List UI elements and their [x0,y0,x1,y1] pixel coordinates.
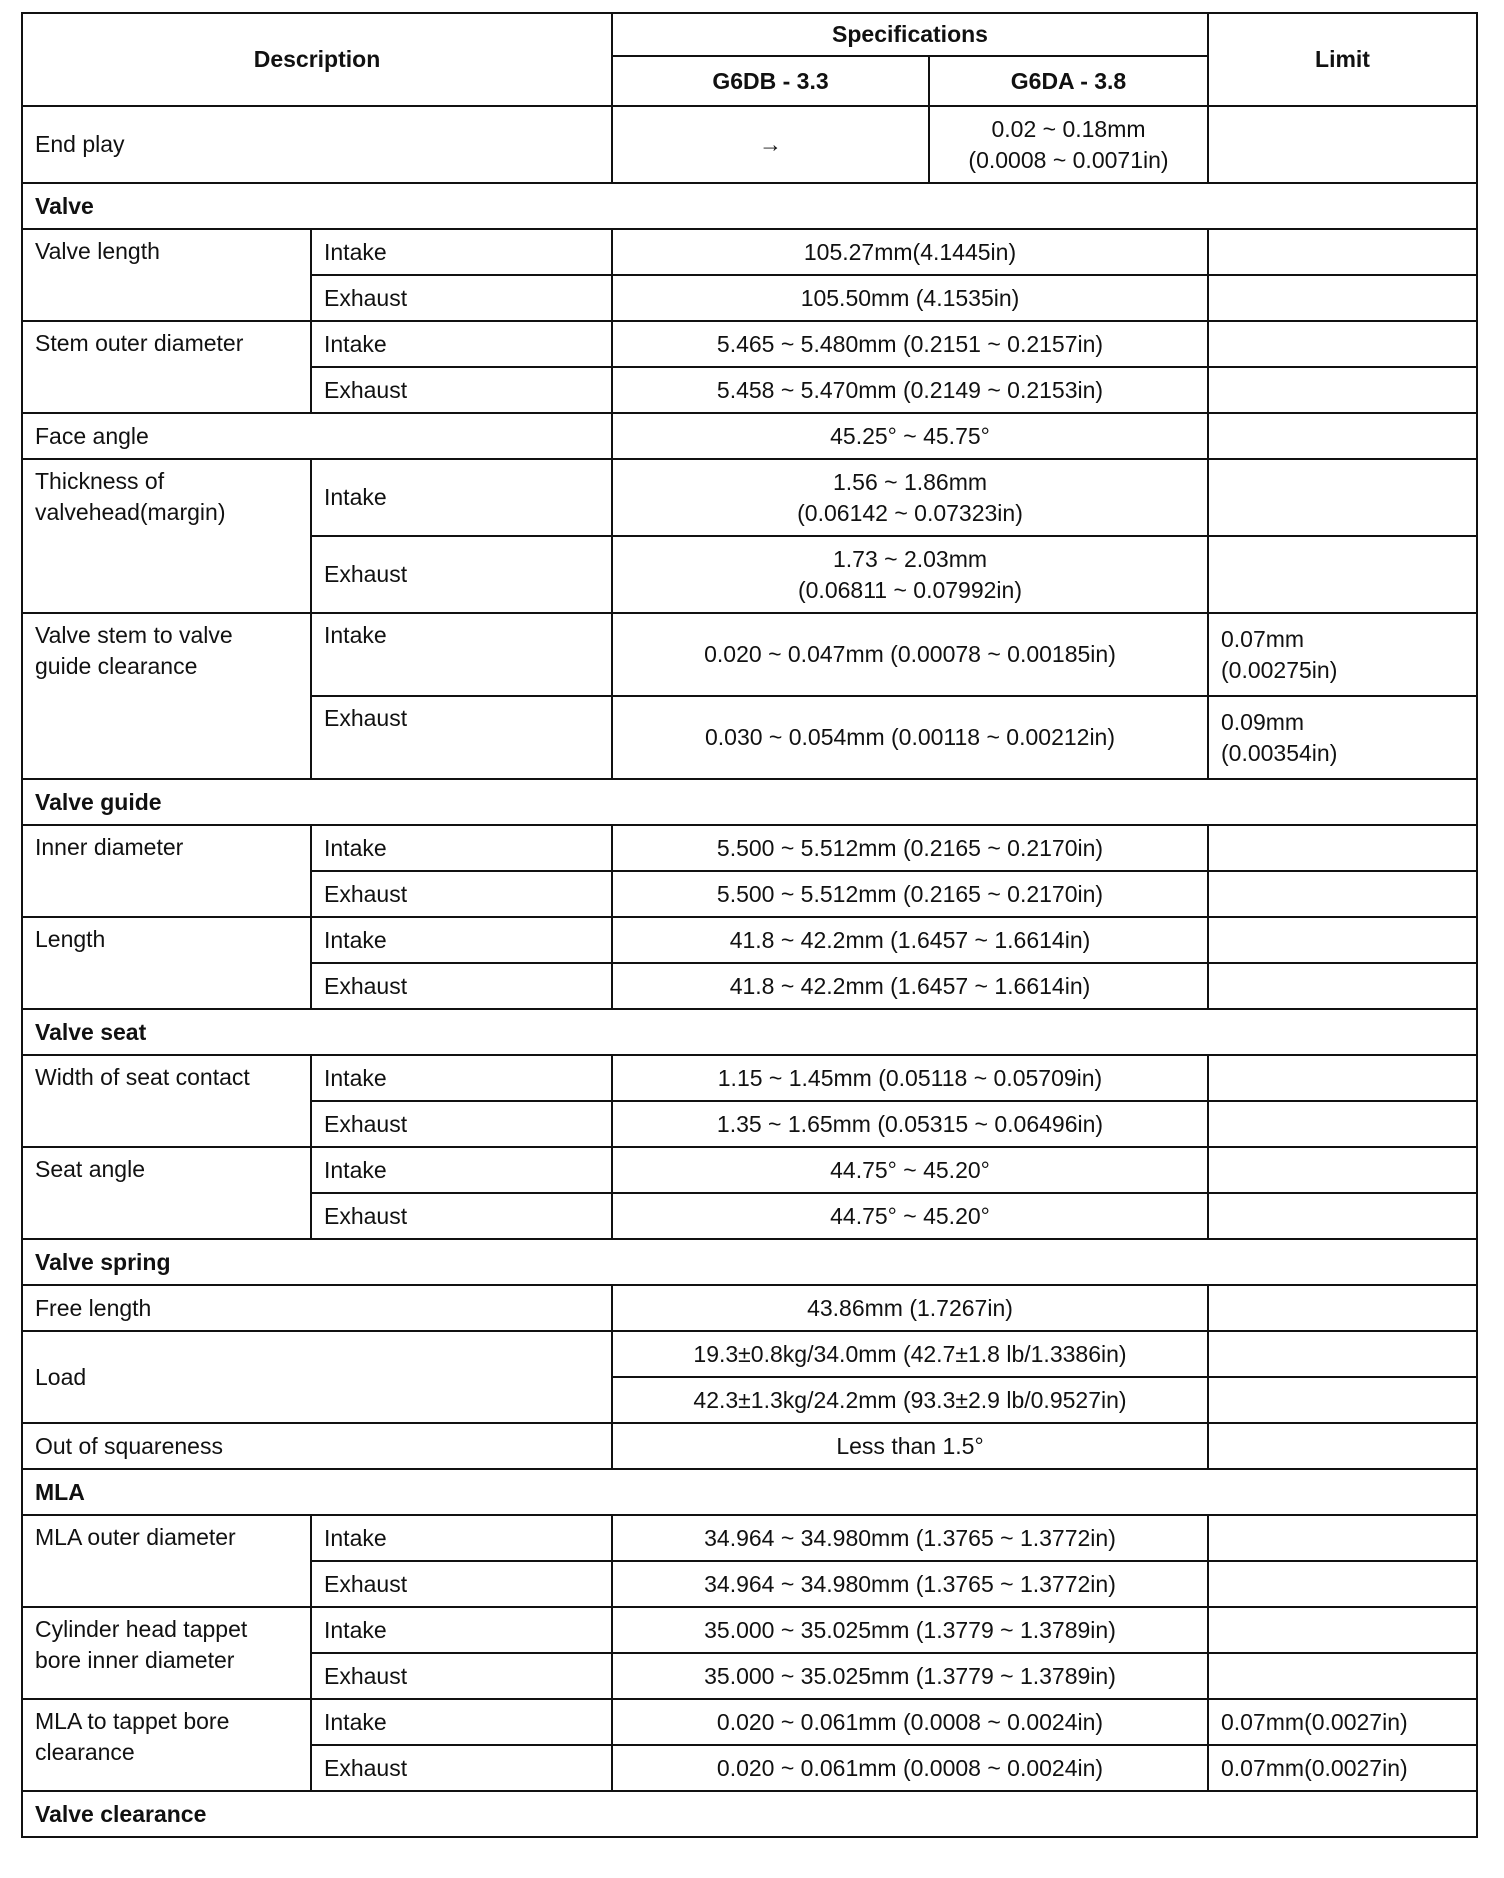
spec-value: 43.86mm (1.7267in) [612,1285,1208,1331]
limit-value: 0.09mm (0.00354in) [1208,696,1477,779]
spec-value: 19.3±0.8kg/34.0mm (42.7±1.8 lb/1.3386in) [612,1331,1208,1377]
spec-value: 1.35 ~ 1.65mm (0.05315 ~ 0.06496in) [612,1101,1208,1147]
item-label: Out of squareness [22,1423,612,1469]
section-title: Valve clearance [22,1791,1477,1837]
table-row [22,1147,1477,1193]
section-title: Valve spring [22,1239,1477,1285]
limit-value [1208,536,1477,613]
limit-value [1208,1607,1477,1653]
table-row [22,321,1477,367]
valve-specifications-table [21,12,1478,1838]
sub-label: Intake [311,1699,612,1745]
item-label: MLA to tappet bore clearance [22,1699,311,1791]
item-label: Cylinder head tappet bore inner diameter [22,1607,311,1699]
header-description: Description [22,13,612,106]
section-row [22,183,1477,229]
spec-value: 45.25° ~ 45.75° [612,413,1208,459]
table-row [22,1285,1477,1331]
end-play-row [22,106,1477,183]
spec-value: 35.000 ~ 35.025mm (1.3779 ~ 1.3789in) [612,1653,1208,1699]
header-limit: Limit [1208,13,1477,106]
limit-value: 0.07mm(0.0027in) [1208,1745,1477,1791]
sub-label: Exhaust [311,696,612,779]
section-row [22,779,1477,825]
header-specifications: Specifications [612,13,1208,56]
table-row [22,613,1477,696]
section-row [22,1791,1477,1837]
limit-value [1208,459,1477,536]
end-play-g6db: → [612,106,929,183]
limit-value [1208,1331,1477,1377]
limit-value [1208,367,1477,413]
sub-label: Intake [311,825,612,871]
limit-value [1208,1193,1477,1239]
section-title: Valve seat [22,1009,1477,1055]
item-label: Seat angle [22,1147,311,1239]
spec-value: 0.020 ~ 0.061mm (0.0008 ~ 0.0024in) [612,1745,1208,1791]
table-row [22,459,1477,536]
limit-value [1208,1561,1477,1607]
sub-label: Intake [311,1515,612,1561]
end-play-limit [1208,106,1477,183]
sub-label: Intake [311,459,612,536]
spec-value: 1.15 ~ 1.45mm (0.05118 ~ 0.05709in) [612,1055,1208,1101]
spec-value: 5.465 ~ 5.480mm (0.2151 ~ 0.2157in) [612,321,1208,367]
spec-value: 5.500 ~ 5.512mm (0.2165 ~ 0.2170in) [612,825,1208,871]
item-label: Valve length [22,229,311,321]
section-title: Valve guide [22,779,1477,825]
limit-value [1208,1147,1477,1193]
limit-value [1208,1653,1477,1699]
spec-value: 0.020 ~ 0.047mm (0.00078 ~ 0.00185in) [612,613,1208,696]
spec-value: Less than 1.5° [612,1423,1208,1469]
section-row [22,1469,1477,1515]
header-row [22,13,1477,56]
sub-label: Exhaust [311,963,612,1009]
sub-label: Exhaust [311,1101,612,1147]
section-title: Valve [22,183,1477,229]
spec-value: 105.50mm (4.1535in) [612,275,1208,321]
item-label: Width of seat contact [22,1055,311,1147]
sub-label: Intake [311,1055,612,1101]
spec-value: 1.73 ~ 2.03mm (0.06811 ~ 0.07992in) [612,536,1208,613]
table-row [22,917,1477,963]
item-label: Thickness of valvehead(margin) [22,459,311,613]
spec-value: 1.56 ~ 1.86mm (0.06142 ~ 0.07323in) [612,459,1208,536]
header-g6db: G6DB - 3.3 [612,56,929,106]
sub-label: Intake [311,1607,612,1653]
sub-label: Exhaust [311,275,612,321]
spec-value: 0.020 ~ 0.061mm (0.0008 ~ 0.0024in) [612,1699,1208,1745]
item-label: Valve stem to valve guide clearance [22,613,311,779]
table-row [22,1515,1477,1561]
limit-value [1208,321,1477,367]
spec-value: 5.458 ~ 5.470mm (0.2149 ~ 0.2153in) [612,367,1208,413]
sub-label: Exhaust [311,1745,612,1791]
table-row [22,229,1477,275]
limit-value [1208,275,1477,321]
sub-label: Intake [311,613,612,696]
item-label: Face angle [22,413,612,459]
sub-label: Exhaust [311,1653,612,1699]
limit-value: 0.07mm(0.0027in) [1208,1699,1477,1745]
limit-value [1208,1515,1477,1561]
sub-label: Exhaust [311,1193,612,1239]
limit-value [1208,1423,1477,1469]
item-label: Free length [22,1285,612,1331]
item-label: Load [22,1331,612,1423]
spec-value: 42.3±1.3kg/24.2mm (93.3±2.9 lb/0.9527in) [612,1377,1208,1423]
limit-value [1208,825,1477,871]
limit-value [1208,871,1477,917]
table-row [22,1699,1477,1745]
limit-value: 0.07mm (0.00275in) [1208,613,1477,696]
sub-label: Intake [311,917,612,963]
item-label: Length [22,917,311,1009]
section-row [22,1009,1477,1055]
sub-label: Exhaust [311,871,612,917]
item-label: MLA outer diameter [22,1515,311,1607]
sub-label: Intake [311,229,612,275]
header-g6da: G6DA - 3.8 [929,56,1208,106]
limit-value [1208,1377,1477,1423]
item-label: Stem outer diameter [22,321,311,413]
sub-label: Exhaust [311,1561,612,1607]
section-row [22,1239,1477,1285]
limit-value [1208,963,1477,1009]
table-row [22,825,1477,871]
sub-label: Intake [311,321,612,367]
spec-value: 34.964 ~ 34.980mm (1.3765 ~ 1.3772in) [612,1561,1208,1607]
limit-value [1208,917,1477,963]
end-play-label: End play [22,106,612,183]
sub-label: Exhaust [311,536,612,613]
limit-value [1208,1055,1477,1101]
end-play-g6da: 0.02 ~ 0.18mm (0.0008 ~ 0.0071in) [929,106,1208,183]
spec-value: 34.964 ~ 34.980mm (1.3765 ~ 1.3772in) [612,1515,1208,1561]
table-row [22,1607,1477,1653]
limit-value [1208,413,1477,459]
spec-value: 44.75° ~ 45.20° [612,1193,1208,1239]
spec-value: 41.8 ~ 42.2mm (1.6457 ~ 1.6614in) [612,917,1208,963]
spec-value: 44.75° ~ 45.20° [612,1147,1208,1193]
item-label: Inner diameter [22,825,311,917]
sub-label: Intake [311,1147,612,1193]
spec-value: 35.000 ~ 35.025mm (1.3779 ~ 1.3789in) [612,1607,1208,1653]
section-title: MLA [22,1469,1477,1515]
sub-label: Exhaust [311,367,612,413]
spec-value: 5.500 ~ 5.512mm (0.2165 ~ 0.2170in) [612,871,1208,917]
spec-value: 41.8 ~ 42.2mm (1.6457 ~ 1.6614in) [612,963,1208,1009]
limit-value [1208,229,1477,275]
table-row [22,1331,1477,1377]
limit-value [1208,1285,1477,1331]
limit-value [1208,1101,1477,1147]
table-row [22,1423,1477,1469]
table-row [22,1055,1477,1101]
spec-value: 0.030 ~ 0.054mm (0.00118 ~ 0.00212in) [612,696,1208,779]
table-row [22,413,1477,459]
spec-value: 105.27mm(4.1445in) [612,229,1208,275]
